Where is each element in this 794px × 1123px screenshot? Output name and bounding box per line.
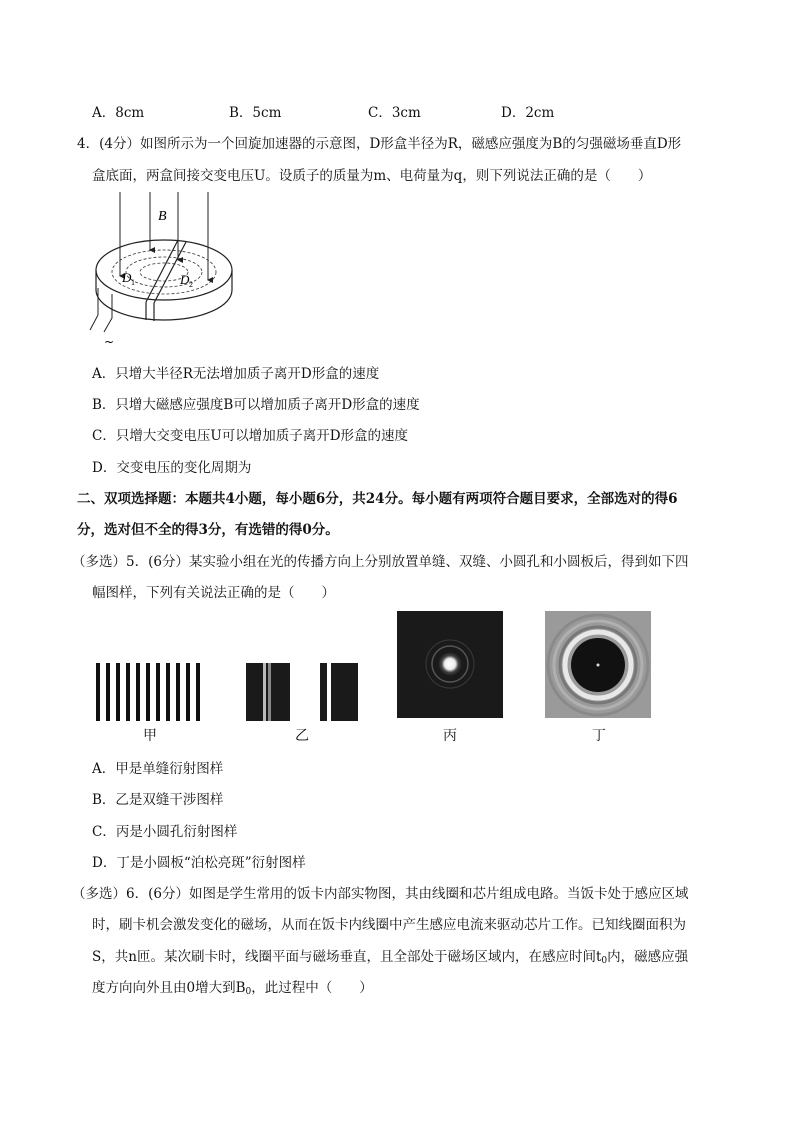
ac-source-symbol: ~ <box>104 335 115 349</box>
pattern-bing <box>397 611 503 718</box>
q3-option-b: B．5cm <box>229 105 282 121</box>
q6-stem-line3 <box>92 945 688 966</box>
dee-label-2-sub: 2 <box>189 280 193 289</box>
caption-ding: 丁 <box>592 728 606 744</box>
q5-stem-line1: （多选）5．(6分）某实验小组在光的传播方向上分别放置单缝、双缝、小圆孔和小圆板后，得到如下四 <box>72 554 689 570</box>
pattern-yi <box>246 663 358 721</box>
section2-line2: 分，选对但不全的得3分，有选错的得0分。 <box>77 522 339 538</box>
q3-option-d: D．2cm <box>501 105 555 121</box>
section2-line1: 二、双项选择题：本题共4小题，每小题6分，共24分。每小题有两项符合题目要求，全部选对的得6 <box>77 491 678 507</box>
q4-stem-line2: 盒底面，两盒间接交变电压U。设质子的质量为m、电荷量为q，则下列说法正确的是（ ） <box>92 168 652 184</box>
q6-stem-line3-main: S，共n匝。某次刷卡时，线圈平面与磁场垂直，且全部处于磁场区域内，在感应时间t <box>92 949 602 965</box>
caption-bing: 丙 <box>443 728 457 744</box>
q5-option-c: C．丙是小圆孔衍射图样 <box>92 824 238 840</box>
q6-stem-line4-main: 度方向向外且由0增大到B <box>92 980 246 996</box>
q5-option-b: B．乙是双缝干涉图样 <box>92 792 224 808</box>
q6-stem-line1: （多选）6．(6分）如图是学生常用的饭卡内部实物图，其由线圈和芯片组成电路。当饭卡处于感应区域 <box>72 886 689 902</box>
q6-stem-line2: 时，刷卡机会激发变化的磁场，从而在饭卡内线圈中产生感应电流来驱动芯片工作。已知线圈面积为 <box>92 917 686 933</box>
field-label-b: B <box>158 209 167 224</box>
q4-stem-line1: 4．(4分）如图所示为一个回旋加速器的示意图，D形盒半径为R，磁感应强度为B的匀强磁场垂直D形 <box>77 136 682 152</box>
pattern-ding <box>545 611 651 718</box>
q4-option-d: D．交变电压的变化周期为 <box>92 460 252 476</box>
caption-yi: 乙 <box>295 728 309 744</box>
dee-label-2: D <box>180 272 190 287</box>
q4-option-c: C．只增大交变电压U可以增加质子离开D形盒的速度 <box>92 428 409 444</box>
q6-stem-line3-tail: 内，磁感应强 <box>607 949 689 965</box>
dee-label-1: D <box>122 270 132 285</box>
q6-t0-subscript: 0 <box>601 956 608 966</box>
q5-option-a: A．甲是单缝衍射图样 <box>92 761 224 777</box>
cyclotron-figure <box>86 190 236 350</box>
q5-stem-line2: 幅图样，下列有关说法正确的是（ ） <box>92 585 335 601</box>
q4-option-a: A．只增大半径R无法增加质子离开D形盒的速度 <box>92 366 380 382</box>
q5-option-d: D．丁是小圆板“泊松亮斑”衍射图样 <box>92 855 306 871</box>
q6-stem-line4-tail: ，此过程中（ ） <box>251 980 373 996</box>
caption-jia: 甲 <box>143 728 157 744</box>
dee-label-1-sub: 1 <box>131 278 135 287</box>
q3-option-c: C．3cm <box>368 105 421 121</box>
q3-option-a: A．8cm <box>92 105 145 121</box>
q4-option-b: B．只增大磁感应强度B可以增加质子离开D形盒的速度 <box>92 397 420 413</box>
q6-stem-line4 <box>92 976 373 997</box>
q6-b0-subscript: 0 <box>245 987 252 997</box>
pattern-jia <box>96 663 206 721</box>
